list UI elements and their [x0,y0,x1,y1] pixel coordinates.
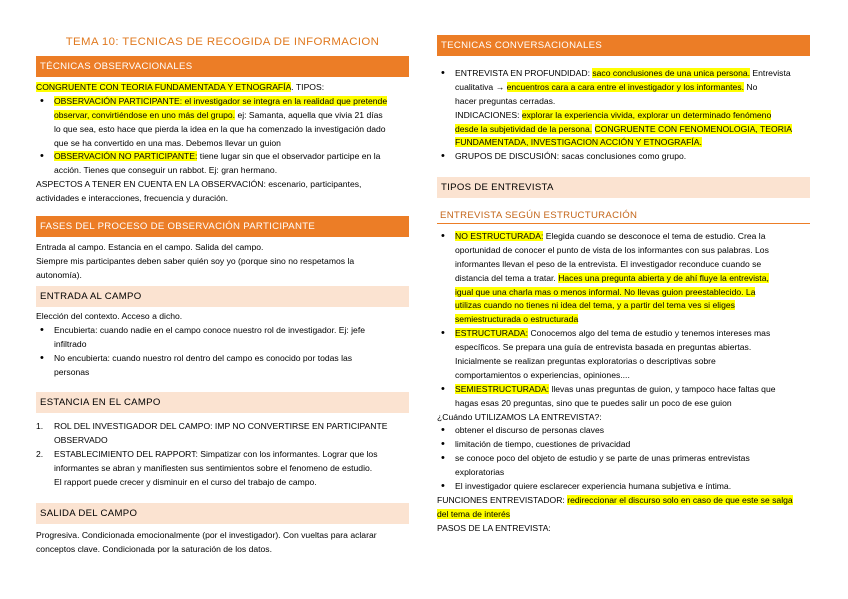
text-span: OBSERVADO [54,434,108,445]
section-body [36,81,409,206]
bullet-line [437,438,810,452]
highlighted-text: NO ESTRUCTURADA: [455,231,544,241]
section-heading-salida-del-campo: SALIDA DEL CAMPO [36,503,409,524]
text-span: informantes llevan el peso de la entrevista. El investigador reconduce cuando se [455,258,762,269]
highlighted-text: explorar la experiencia vivida, explorar un determinado fenómeno [521,109,772,120]
text-line [437,369,810,383]
text-span: Siempre mis participantes deben saber quién soy yo (porque sino no respetamos la [36,255,355,266]
text-span: El investigador quiere esclarecer experiencia humana subjetiva e íntima. [455,481,732,492]
text-line [437,258,810,272]
bullet-line [36,150,409,164]
highlighted-text: OBSERVACIÓN PARTICIPANTE: el investigador se integra en la realidad que pretende [54,95,388,106]
text-span: PASOS DE LA ENTREVISTA: [437,522,551,533]
highlighted-text: CONGRUENTE CON FENOMENOLOGIA, TEORIA [594,123,793,134]
text-line [437,244,810,258]
text-span: se conoce poco del objeto de estudio y se parte de unas primeras entrevistas [455,453,750,464]
section-body [437,67,810,164]
highlighted-text: saco conclusiones de una unica persona. [592,68,751,78]
highlighted-text: SEMIESTRUCTURADA: [455,383,550,394]
text-span: ¿Cuándo UTILIZAMOS LA ENTREVISTA?: [437,411,602,422]
text-line [437,81,810,95]
highlighted-text: utilizas cuando no tienes ni idea del tema, y a partir del tema ves si eliges [455,300,735,311]
text-span: INDICACIONES: [455,109,522,120]
text-span: llevas unas preguntas de guion, y tampoco hace faltas que [549,383,776,394]
text-span: informantes se abran y manifiesten sus sentimientos sobre el fenomeno de estudio. [54,462,373,473]
text-span: específicos. Se prepara una guía de entrevista basada en preguntas abiertas. [455,342,752,353]
bullet-line [437,452,810,466]
bullet-line [437,150,810,164]
text-line [437,136,810,150]
text-line [437,341,810,355]
text-line [36,123,409,137]
text-line [36,81,409,95]
highlighted-text: igual que una charla mas o menos informal. No llevas guion preestablecido. La [455,286,756,297]
bullet-line [36,324,409,338]
text-span: oportunidad de conocer el punto de vista de los informantes con sus palabras. Los [455,244,769,255]
list-number: 1. [36,421,44,431]
text-line [36,529,409,543]
text-span: GRUPOS DE DISCUSIÓN: sacas conclusiones como grupo. [455,151,687,162]
section-body [36,529,409,557]
text-span: ENTREVISTA EN PROFUNDIDAD: [455,68,593,78]
text-line [36,178,409,192]
text-span: hagas esas 20 preguntas, sino que te puedes salir un poco de ese guion [455,397,732,408]
section-body [437,230,810,536]
text-line [437,355,810,369]
text-span: ESTABLECIMIENTO DEL RAPPORT: Simpatizar con los informantes. Lograr que los [54,448,378,459]
text-span: Elegida cuando se desconoce el tema de estudio. Crea la [543,231,766,241]
text-line [437,109,810,123]
highlighted-text: CONGRUENTE CON TEORIA FUNDAMENTADA Y ETNOGRAFÍA [36,82,292,92]
text-line [36,366,409,380]
text-span: Conocemos algo del tema de estudio y tenemos intereses mas [528,328,771,339]
text-span: ej: Samanta, aquella que vivia 21 días [235,109,383,120]
highlighted-text: semiestructurada o estructurada [455,314,579,325]
highlighted-text: Haces una pregunta abierta y de ahí fluye la entrevista, [558,272,769,283]
text-span: comportamientos o experiencias, opiniones.... [455,369,630,380]
text-span: Encubierta: cuando nadie en el campo conoce nuestro rol de investigador. Ej: jefe [54,324,366,335]
section-heading-tecnicas-conversacionales: TECNICAS CONVERSACIONALES [437,35,810,56]
text-span: Progresiva. Condicionada emocionalmente (por el investigador). Con vueltas para aclarar [36,530,377,540]
text-line [437,522,810,536]
text-line [437,299,810,313]
text-line [437,286,810,300]
text-line [36,241,409,255]
text-span: Elección del contexto. Acceso a dicho. [36,311,183,321]
numbered-line [36,448,409,462]
highlighted-text: OBSERVACIÓN NO PARTICIPANTE: [54,151,198,162]
text-span: obtener el discurso de personas claves [455,425,605,436]
text-span: Inicialmente se realizan preguntas exploratorias o descriptivas sobre [455,356,716,367]
text-line [437,313,810,327]
bullet-line [36,352,409,366]
highlighted-text: observar, convirtiéndose en uno más del grupo. [54,109,236,120]
text-line [36,255,409,269]
highlighted-text: ESTRUCTURADA: [455,328,529,339]
bullet-line [437,230,810,244]
section-heading-entrevista-segun-estructuracion: ENTREVISTA SEGÚN ESTRUCTURACIÓN [437,207,810,224]
text-span: personas [54,366,90,377]
highlighted-text: del tema de interés [437,508,511,519]
text-span: ROL DEL INVESTIGADOR DEL CAMPO: IMP NO CONVERTIRSE EN PARTICIPANTE [54,421,388,431]
section-body [36,241,409,283]
text-span: lo que sea, esto hace que pierda la idea en la que ha comenzado la investigación dado [54,123,386,134]
text-span: Entrevista [750,68,791,78]
text-line [36,192,409,206]
text-span: tiene lugar sin que el observador participe en la [197,151,381,162]
text-span: ASPECTOS A TENER EN CUENTA EN LA OBSERVACIÓN: escenario, participantes, [36,179,362,190]
highlighted-text: encuentros cara a cara entre el investigador y los informantes. [506,81,745,92]
text-line [437,411,810,425]
text-line [36,543,409,557]
text-span: FUNCIONES ENTREVISTADOR: [437,494,568,505]
text-line [437,123,810,137]
text-span: conceptos clave. Condicionada por la saturación de los datos. [36,543,272,554]
text-line [437,397,810,411]
text-line [36,476,409,490]
text-span: No [744,81,758,92]
text-line [36,462,409,476]
text-span: autonomía). [36,269,82,280]
text-line [437,466,810,480]
section-heading-tipos-de-entrevista: TIPOS DE ENTREVISTA [437,177,810,198]
text-line [437,494,810,508]
bullet-line [437,480,810,494]
text-line [36,109,409,123]
highlighted-text: redireccionar el discurso solo en caso de que este se salga [567,494,793,505]
bullet-line [437,424,810,438]
text-span: limitación de tiempo, cuestiones de privacidad [455,439,631,450]
section-heading-tecnicas-observacionales: TÉCNICAS OBSERVACIONALES [36,56,409,77]
highlighted-text: FUNDAMENTADA, INVESTIGACION ACCIÓN Y ETNOGRAFÍA. [455,137,702,148]
text-line [36,434,409,448]
bullet-line [437,327,810,341]
section-heading-fases-del-proceso-de-observacion-participante: FASES DEL PROCESO DE OBSERVACIÓN PARTICIPANTE [36,216,409,237]
section-body [36,420,409,489]
text-line [437,95,810,109]
bullet-line [36,95,409,109]
section-body [36,310,409,379]
text-span: infiltrado [54,338,87,349]
text-span: acción. Tienes que conseguir un rabbot. Ej: gran hermano. [54,165,278,176]
text-span: Entrada al campo. Estancia en el campo. Salida del campo. [36,242,264,252]
text-line [437,272,810,286]
text-span: . TIPOS: [291,82,325,92]
bullet-line [437,67,810,81]
text-span: cualitativa → [455,81,507,92]
text-span: actividades e interacciones, frecuencia y duración. [36,193,229,204]
text-line [36,338,409,352]
text-span: No encubierta: cuando nuestro rol dentro del campo es conocido por todas las [54,352,353,363]
bullet-line [437,383,810,397]
text-span: hacer preguntas cerradas. [455,95,556,106]
numbered-line [36,420,409,434]
text-span: El rapport puede crecer y disminuir en el curso del trabajo de campo. [54,476,317,487]
text-span: distancia del tema a tratar. [455,272,559,283]
text-line [36,310,409,324]
text-line [36,137,409,151]
section-heading-entrada-al-campo: ENTRADA AL CAMPO [36,286,409,307]
text-span: exploratorias [455,467,505,478]
text-line [437,508,810,522]
text-line [36,269,409,283]
section-heading-estancia-en-el-campo: ESTANCIA EN EL CAMPO [36,392,409,413]
text-span: que se ha convertido en una mas. Debemos llevar un guion [54,137,281,148]
text-line [36,164,409,178]
document-title: TEMA 10: TECNICAS DE RECOGIDA DE INFORMACION [65,36,380,48]
list-number: 2. [36,448,44,459]
highlighted-text: desde la subjetividad de la persona. [455,123,593,134]
